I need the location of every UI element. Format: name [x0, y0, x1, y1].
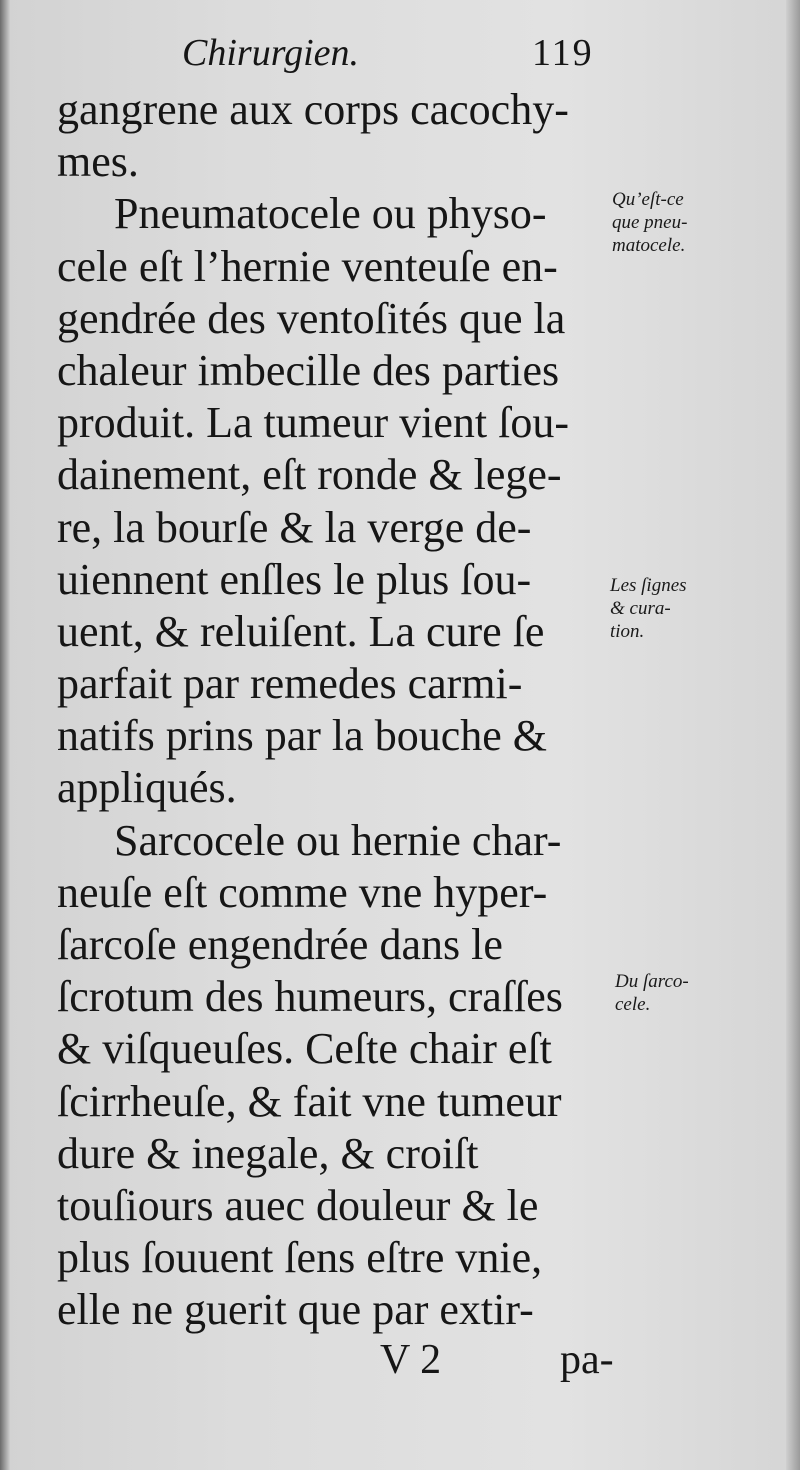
text-line: appliqués. [57, 763, 237, 813]
margin-note-line: Du ſarco- [615, 971, 689, 992]
text-line: & viſqueuſes. Ceſte chair eſt [57, 1024, 552, 1074]
page-footer [380, 1332, 640, 1388]
margin-note-pneumatocele [612, 188, 687, 257]
margin-note-line: matocele. [612, 235, 686, 256]
main-text-block [57, 84, 617, 1337]
text-line: touſiours auec douleur & le [57, 1180, 539, 1230]
margin-note-line: Qu’eſt-ce [612, 189, 684, 210]
page-edge-right [786, 0, 800, 1470]
text-line: natifs prins par la bouche & [57, 711, 547, 761]
text-line: ſcrotum des humeurs, craſſes [57, 972, 563, 1022]
page-edge-left [0, 0, 10, 1470]
margin-note-line: que pneu- [612, 212, 688, 233]
text-line: gangrene aux corps cacochy- [57, 85, 569, 134]
text-line: parfait par remedes carmi- [57, 659, 523, 709]
text-line: Pneumatocele ou physo- [114, 189, 547, 239]
margin-note-line: & cura- [610, 598, 671, 619]
page-number: 119 [532, 32, 594, 74]
margin-note-sarcocele [615, 970, 689, 1016]
text-line: plus ſouuent ſens eſtre vnie, [57, 1233, 543, 1283]
text-line: Sarcocele ou hernie char- [114, 815, 562, 865]
margin-note-line: Les ſignes [610, 575, 687, 596]
running-head [160, 28, 600, 78]
text-line: mes. [57, 137, 139, 187]
text-line: dure & inegale, & croiſt [57, 1128, 479, 1178]
text-line: chaleur imbecille des parties [57, 345, 560, 395]
margin-note-line: cele. [615, 994, 651, 1015]
text-line: ſarcoſe engendrée dans le [57, 920, 503, 969]
margin-note-signes [610, 574, 687, 643]
text-line: uiennent enſles le plus ſou- [57, 554, 532, 604]
text-line: uent, & reluiſent. La cure ſe [57, 606, 545, 656]
text-line: cele eſt l’hernie venteuſe en- [57, 241, 558, 291]
text-line: dainement, eſt ronde & lege- [57, 450, 562, 500]
text-line: produit. La tumeur vient ſou- [57, 398, 569, 448]
running-head-title: Chirurgien. [182, 32, 359, 74]
text-line: re, la bourſe & la verge de- [57, 502, 532, 552]
text-line: elle ne guerit que par extir- [57, 1285, 534, 1335]
text-line: neuſe eſt comme vne hyper- [57, 867, 548, 917]
text-line: gendrée des ventoſités que la [57, 293, 566, 343]
margin-note-line: tion. [610, 621, 645, 642]
signature-mark: V 2 [380, 1337, 442, 1383]
text-line: ſcirrheuſe, & fait vne tumeur [57, 1076, 562, 1126]
catchword: pa- [560, 1337, 614, 1383]
